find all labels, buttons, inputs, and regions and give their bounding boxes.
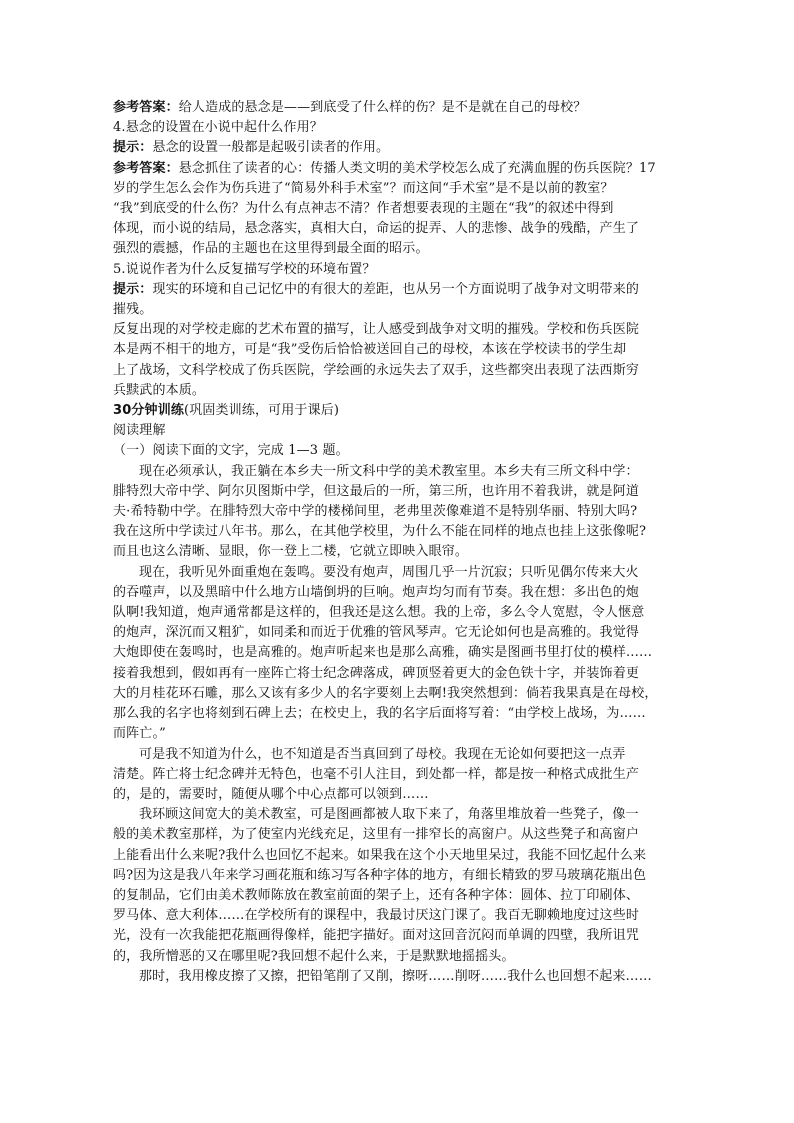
text-line — [113, 482, 683, 502]
text-line — [113, 441, 683, 461]
line-text: 接着我想到，假如再有一座阵亡将士纪念碑落成，碑顶竖着更大的金色铁十字，并装饰着更 — [113, 665, 640, 681]
line-text: 可是我不知道为什么，也不知道是否当真回到了母校。我现在无论如何要把这一点弄 — [139, 746, 626, 762]
line-text: 体现，而小说的结局，悬念落实，真相大白，命运的捉弄、人的悲惨、战争的残酷，产生了 — [113, 221, 640, 237]
text-line — [113, 603, 683, 623]
line-text: 而阵亡。” — [113, 726, 166, 742]
bold-label: 参考答案： — [113, 160, 179, 176]
bold-label: 提示： — [113, 140, 153, 156]
paragraph — [113, 138, 683, 158]
line-text: 兵黩武的本质。 — [113, 382, 206, 398]
paragraph — [113, 967, 683, 987]
line-text: 般的美术教室那样，为了使室内光线充足，这里有一排窄长的高窗户。从这些凳子和高窗户 — [113, 827, 640, 843]
paragraph — [113, 745, 683, 806]
text-line — [113, 401, 683, 421]
text-line — [113, 765, 683, 785]
text-line — [113, 846, 683, 866]
line-text: 大炮即使在轰鸣时，也是高雅的。炮声听起来也是那么高雅，确实是图画书里打仗的模样…… — [113, 645, 653, 661]
line-text: 我环顾这间宽大的美术教室，可是图画都被人取下来了，角落里堆放着一些凳子，像一 — [139, 807, 639, 823]
text-line — [113, 866, 683, 886]
text-line — [113, 643, 683, 663]
text-line — [113, 906, 683, 926]
bold-label: 提示： — [113, 281, 153, 297]
line-text: (巩固类训练，可用于课后) — [184, 403, 340, 419]
line-text: 光，没有一次我能把花瓶画得像样，能把字描好。面对这回音沉闷而单调的四壁，我所诅咒 — [113, 928, 640, 944]
text-line — [113, 805, 683, 825]
text-line — [113, 502, 683, 522]
line-text: 队啊!我知道，炮声通常都是这样的，但我还是这么想。我的上帝，多么令人宽慰，令人惬意 — [113, 605, 645, 621]
text-line — [113, 724, 683, 744]
paragraph — [113, 563, 683, 745]
text-line — [113, 239, 683, 259]
line-text: 的吞噬声，以及黑暗中什么地方山墙倒坍的巨响。炮声均匀而有节奏。我在想：多出色的炮 — [113, 584, 640, 600]
text-line — [113, 967, 683, 987]
text-line — [113, 260, 683, 280]
text-line — [113, 583, 683, 603]
text-line — [113, 159, 683, 179]
line-text: 摧残。 — [113, 302, 153, 318]
text-line — [113, 886, 683, 906]
text-line — [113, 684, 683, 704]
text-line — [113, 462, 683, 482]
line-text: 那么我的名字也将刻到石碑上去；在校史上，我的名字后面将写着：“由学校上战场，为…… — [113, 706, 646, 722]
line-text: 现在，我听见外面重炮在轰鸣。要没有炮声，周围几乎一片沉寂；只听见偶尔传来大火 — [139, 564, 639, 580]
bold-label: 参考答案： — [113, 100, 179, 115]
document-page — [113, 98, 683, 987]
text-line — [113, 825, 683, 845]
text-line — [113, 361, 683, 381]
text-line — [113, 179, 683, 199]
line-text: 的，我所憎恶的又在哪里呢?我回想不起什么来，于是默默地摇摇头。 — [113, 948, 515, 964]
text-line — [113, 138, 683, 158]
line-text: 现在必须承认，我正躺在本乡夫一所文科中学的美术教室里。本乡夫有三所文科中学： — [139, 463, 639, 479]
line-text: 吗?因为这是我八年来学习画花瓶和练习写各种字体的地方，有细长精致的罗马玻璃花瓶出色 — [113, 867, 647, 883]
text-line — [113, 381, 683, 401]
paragraph — [113, 441, 683, 461]
text-line — [113, 664, 683, 684]
line-text: “我”到底受的什么伤？为什么有点神志不清？作者想要表现的主题在“我”的叙述中得到 — [113, 201, 614, 217]
paragraph — [113, 805, 683, 967]
paragraph — [113, 462, 683, 563]
paragraph — [113, 118, 683, 138]
line-text: 罗马体、意大利体……在学校所有的课程中，我最讨厌这门课了。我百无聊赖地度过这些时 — [113, 908, 640, 924]
line-text: （一）阅读下面的文字，完成 1—3 题。 — [113, 443, 349, 459]
text-line — [113, 280, 683, 300]
text-line — [113, 926, 683, 946]
text-line — [113, 623, 683, 643]
text-line — [113, 421, 683, 441]
line-text: 而且也这么清晰、显眼，你一登上二楼，它就立即映入眼帘。 — [113, 544, 469, 560]
line-text: 的，是的，需要时，随便从哪个中心点都可以领到…… — [113, 786, 429, 802]
line-text: 悬念的设置一般都是起吸引读者的作用。 — [152, 140, 390, 156]
text-line — [113, 320, 683, 340]
paragraph — [113, 260, 683, 280]
line-text: 4.悬念的设置在小说中起什么作用？ — [113, 120, 323, 136]
text-line — [113, 947, 683, 967]
paragraph — [113, 98, 683, 118]
text-line — [113, 98, 683, 118]
text-line — [113, 563, 683, 583]
line-text: 那时，我用橡皮擦了又擦，把铅笔削了又削，擦呀……削呀……我什么也回想不起来…… — [139, 968, 652, 984]
text-line — [113, 522, 683, 542]
line-text: 我在这所中学读过八年书。那么，在其他学校里，为什么不能在同样的地点也挂上这张像呢? — [113, 524, 647, 540]
line-text: 强烈的震撼，作品的主题也在这里得到最全面的昭示。 — [113, 241, 429, 257]
line-text: 的复制品，它们由美术教师陈放在教室前面的架子上，还有各种字体：圆体、拉丁印刷体、 — [113, 887, 640, 903]
bold-label: 30分钟训练 — [113, 403, 184, 419]
line-text: 给人造成的悬念是——到底受了什么样的伤？是不是就在自己的母校？ — [178, 100, 587, 115]
paragraph — [113, 320, 683, 401]
line-text: 夫·希特勒中学。在腓特烈大帝中学的楼梯间里，老弗里茨像难道不是特别华丽、特别大吗? — [113, 504, 638, 520]
line-text: 的炮声，深沉而又粗犷，如同柔和而近于优雅的管风琴声。它无论如何也是高雅的。我觉得 — [113, 625, 640, 641]
text-line — [113, 219, 683, 239]
line-text: 本是两不相干的地方，可是“我”受伤后恰恰被送回自己的母校，本该在学校读书的学生却 — [113, 342, 627, 358]
text-line — [113, 704, 683, 724]
text-line — [113, 340, 683, 360]
text-line — [113, 745, 683, 765]
line-text: 大的月桂花环石雕，那么又该有多少人的名字要刻上去啊!我突然想到：倘若我果真是在母校， — [113, 685, 658, 701]
text-line — [113, 199, 683, 219]
text-line — [113, 300, 683, 320]
paragraph — [113, 280, 683, 320]
line-text: 5.说说作者为什么反复描写学校的环境布置？ — [113, 261, 376, 277]
line-text: 反复出现的对学校走廊的艺术布置的描写，让人感受到战争对文明的摧残。学校和伤兵医院 — [113, 322, 640, 338]
line-text: 岁的学生怎么会作为伤兵进了“简易外科手术室”？而这间“手术室”是不是以前的教室？ — [113, 180, 614, 196]
text-line — [113, 118, 683, 138]
line-text: 阅读理解 — [113, 423, 166, 439]
paragraph — [113, 421, 683, 441]
line-text: 腓特烈大帝中学、阿尔贝图斯中学，但这最后的一所，第三所，也许用不着我讲，就是阿道 — [113, 483, 640, 499]
paragraph — [113, 159, 683, 260]
line-text: 悬念抓住了读者的心：传播人类文明的美术学校怎么成了充满血腥的伤兵医院？17 — [178, 160, 656, 176]
line-text: 上了战场，文科学校成了伤兵医院，学绘画的永远失去了双手，这些都突出表现了法西斯穷 — [113, 362, 640, 378]
line-text: 现实的环境和自己记忆中的有很大的差距，也从另一个方面说明了战争对文明带来的 — [152, 281, 640, 297]
line-text: 上能看出什么来呢?我什么也回忆不起来。如果我在这个小天地里呆过，我能不回忆起什么来 — [113, 847, 647, 863]
text-line — [113, 785, 683, 805]
text-line — [113, 542, 683, 562]
line-text: 清楚。阵亡将士纪念碑并无特色，也毫不引人注目，到处都一样，都是按一种格式成批生产 — [113, 766, 640, 782]
paragraph — [113, 401, 683, 421]
